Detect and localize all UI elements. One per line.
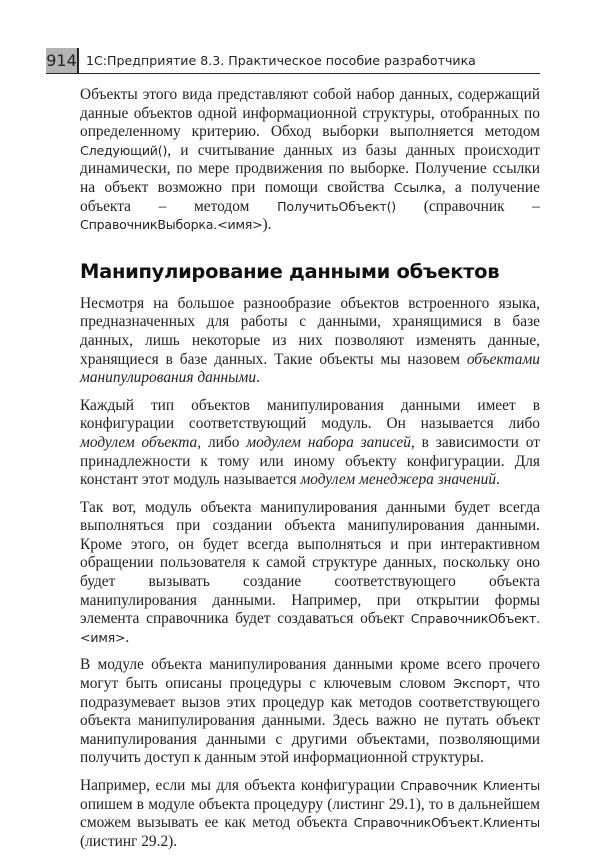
page-body bbox=[80, 86, 540, 860]
paragraph bbox=[80, 777, 540, 851]
code-term: Следующий() bbox=[80, 142, 168, 158]
section-heading: Манипулирование данными объектов bbox=[80, 259, 500, 283]
text: (листинг 29.2). bbox=[80, 832, 178, 850]
italic-term: модулем набора записей bbox=[246, 433, 411, 451]
text: , либо bbox=[197, 433, 247, 451]
code-term: СправочникВыборка.<имя> bbox=[80, 217, 263, 233]
text: . bbox=[496, 471, 500, 489]
code-term: СправочникОбъект.<имя> bbox=[80, 611, 540, 645]
running-title: 1С:Предприятие 8.3. Практическое пособие разработчика bbox=[86, 53, 476, 68]
text: опишем в модуле объекта процедуру (листинг 29.1), то в дальнейшем сможем вызывать ее как метод объекта bbox=[80, 795, 540, 832]
page-header bbox=[46, 48, 540, 74]
text: , что подразумевает вызов этих процедур как методов соответствующего объекта манипулирования данными. Здесь важно не путать объект манипулирования данными с другими объектами, позволяющими получить доступ к данным этой информационной структуры. bbox=[80, 675, 540, 767]
text: . bbox=[256, 369, 260, 387]
page-number: 914 bbox=[46, 48, 79, 73]
code-term: ПолучитьОбъект() bbox=[277, 198, 397, 214]
text: Так вот, модуль объекта манипулирования данными будет всегда выполняться при создании объекта манипулирования данными. Кроме этого, он будет всегда выполняться и при интерактивном обращении пользователя к самой структуре данных, поскольку оно будет вызывать создание соответствующего объекта манипулирования данными. Например, при открытии формы элемента справочника будет создаваться объект bbox=[80, 498, 540, 628]
code-term: СправочникОбъект.Клиенты bbox=[353, 815, 540, 831]
text: Например, если мы для объекта конфигурации bbox=[80, 777, 401, 794]
text: Объекты этого вида представляют собой набор данных, содержащий данные объектов одной информационной структуры, отобранных по определенному критерию. Обход выборки выполняется методом bbox=[80, 86, 540, 141]
text: ). bbox=[262, 216, 272, 234]
code-term: Справочник Клиенты bbox=[400, 778, 540, 793]
italic-term: модулем менеджера значений bbox=[300, 471, 497, 489]
code-term: Ссылка bbox=[393, 179, 442, 195]
text: . bbox=[125, 628, 130, 646]
text: Несмотря на большое разнообразие объектов встроенного языка, предназначенных для работы с данными, хранящимися в базе данных, лишь некоторые из них позволяют изменять данные, хранящиеся в базе данных. Такие объекты мы назовем bbox=[80, 294, 540, 368]
text: , а получение объекта – методом bbox=[80, 178, 540, 215]
text: , в зависимости от принадлежности к тому или иному объекту конфигурации. Для констант этот модуль называется bbox=[80, 433, 540, 489]
text: В модуле объекта манипулирования данными кроме всего прочего могут быть описаны процедуры с ключевым словом bbox=[80, 656, 540, 693]
paragraph bbox=[80, 499, 540, 648]
paragraph bbox=[80, 656, 540, 768]
text: Каждый тип объектов манипулирования данными имеет в конфигурации соответствующий модуль. Он называется либо bbox=[80, 396, 540, 433]
intro-paragraph bbox=[80, 86, 540, 235]
code-term: Экспорт bbox=[453, 676, 507, 692]
italic-term: модулем объекта bbox=[80, 433, 198, 451]
paragraph bbox=[80, 295, 540, 388]
text: , и считывание данных из базы данных происходит динамически, по мере продвижения по выборке. Получение ссылки на объект возможно при помощи свойства bbox=[80, 141, 540, 196]
text: (справочник – bbox=[396, 197, 540, 215]
paragraph bbox=[80, 397, 540, 490]
italic-term: объектами манипулирования данными bbox=[80, 350, 540, 387]
